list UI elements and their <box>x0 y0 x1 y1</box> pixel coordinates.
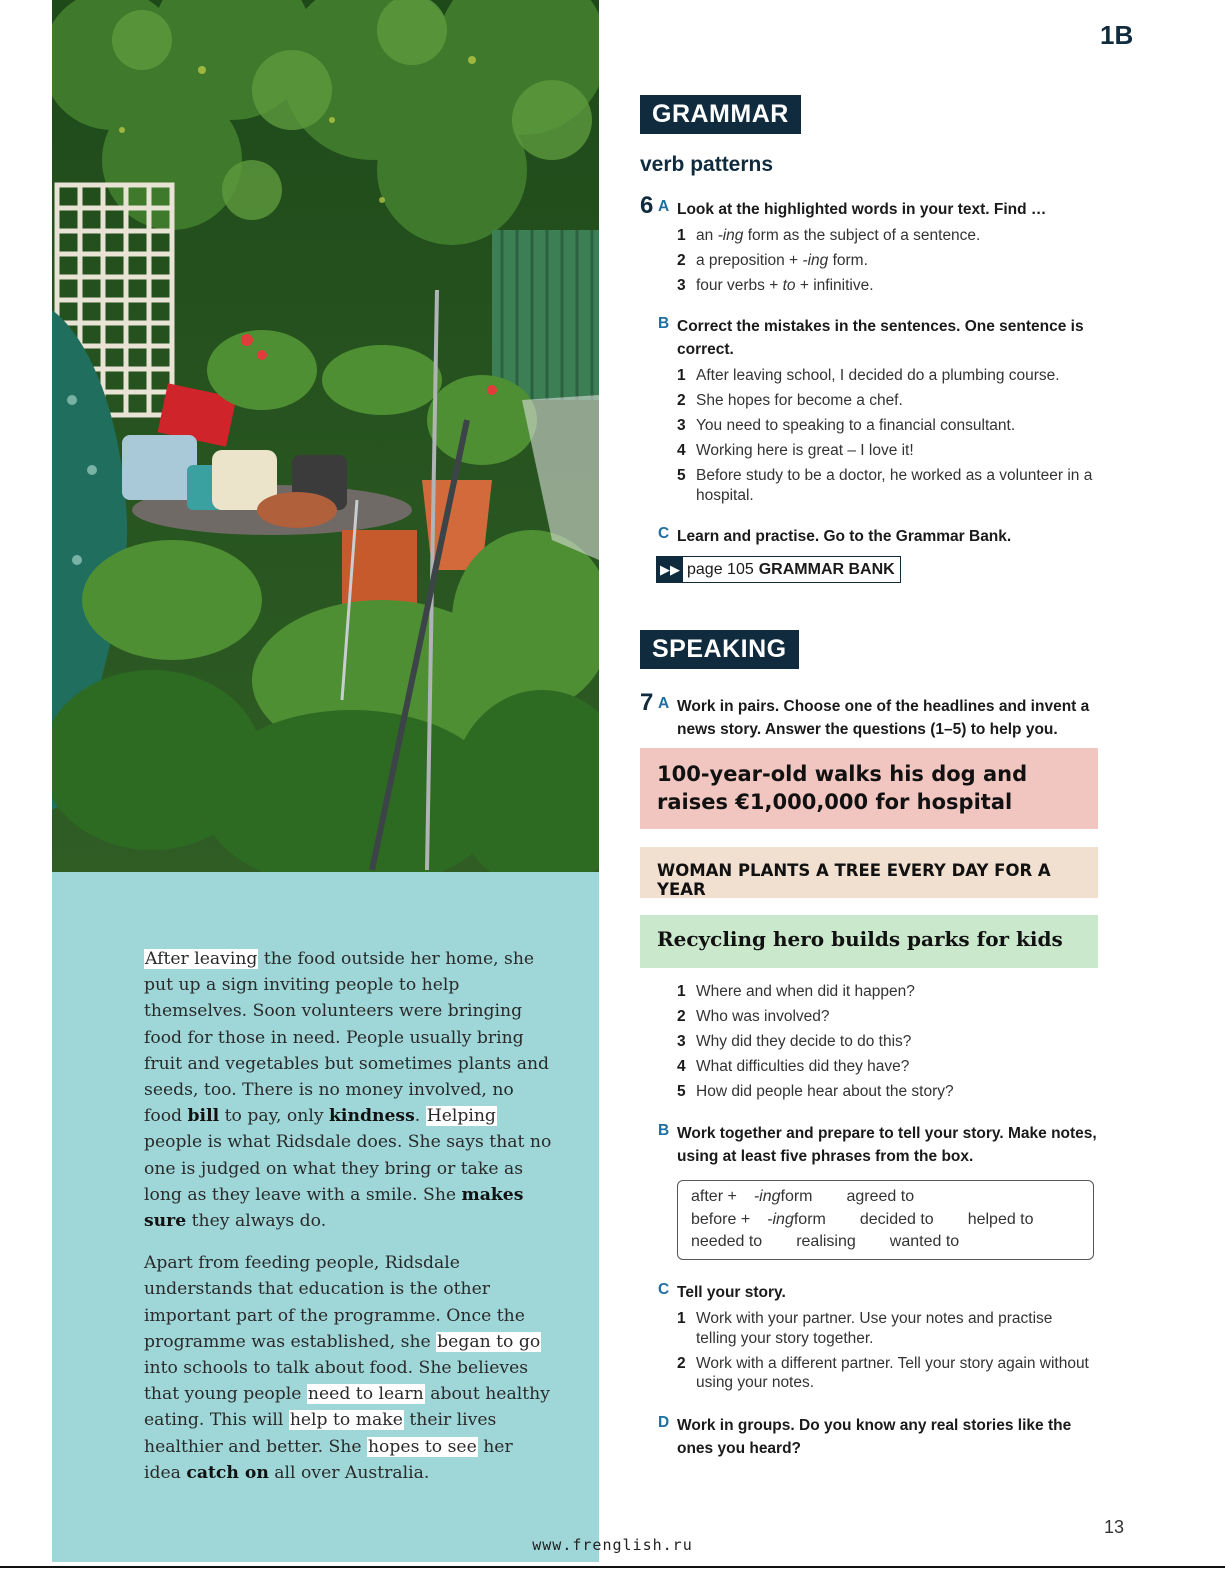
exercise-7c <box>640 1281 1110 1398</box>
text-run: after + <box>691 1188 737 1205</box>
list-item <box>677 466 1110 505</box>
item-text: Working here is great – I love it! <box>696 442 914 459</box>
highlighted-phrase: hopes to see <box>367 1436 477 1457</box>
list-item <box>677 1354 1097 1393</box>
text-run: form <box>780 1188 813 1205</box>
item-number: 1 <box>677 367 686 384</box>
exercise-instruction: Look at the highlighted words in your text. Find … <box>677 201 1047 218</box>
list-item <box>677 982 1110 1002</box>
item-text: What difficulties did they have? <box>696 1058 910 1075</box>
item-number: 2 <box>677 392 686 409</box>
item-text: Who was involved? <box>696 1008 830 1025</box>
item-text: Where and when did it happen? <box>696 983 915 1000</box>
exercise-instruction: Work together and prepare to tell your story. Make notes, using at least five phrases from the box. <box>677 1125 1097 1165</box>
item-text: After leaving school, I decided do a plumbing course. <box>696 367 1060 384</box>
phrase <box>968 1209 1051 1232</box>
exercise-instruction: Work in groups. Do you know any real stories like the ones you heard? <box>677 1417 1072 1457</box>
highlighted-phrase: Helping <box>426 1106 496 1127</box>
garden-photo-illustration <box>52 0 599 872</box>
text-run: into schools to talk about food. She believes that young people <box>144 1358 529 1405</box>
exercise-letter: D <box>658 1414 670 1431</box>
item-text: Work with your partner. Use your notes and practise telling your story together. <box>696 1310 1053 1347</box>
exercise-7d <box>640 1414 1110 1460</box>
italic-text: -ing <box>767 1210 794 1228</box>
list-item <box>677 366 1110 386</box>
exercise-letter: B <box>658 1122 670 1139</box>
list-item <box>677 276 1110 296</box>
exercise-6b-items <box>677 366 1110 505</box>
headline-card-1 <box>640 748 1098 829</box>
phrase <box>890 1231 976 1254</box>
item-number: 2 <box>677 252 686 269</box>
exercise-number-7: 7 <box>640 689 654 716</box>
list-item <box>677 226 1110 246</box>
headline-text: WOMAN PLANTS A TREE EVERY DAY FOR A YEAR <box>657 861 1051 899</box>
fast-forward-icon: ▶▶ <box>657 557 683 582</box>
item-number: 3 <box>677 277 686 294</box>
list-item <box>677 1057 1110 1077</box>
exercise-6c <box>640 525 1110 548</box>
item-number: 4 <box>677 1058 686 1075</box>
key-word: makes sure <box>144 1184 524 1232</box>
text-run: decided to <box>859 1210 934 1228</box>
text-run: . <box>414 1106 426 1127</box>
text-run: agreed to <box>846 1188 915 1205</box>
exercise-6b <box>640 315 1110 511</box>
italic-text: -ing <box>717 227 744 244</box>
item-number: 1 <box>677 227 686 244</box>
text-run: form. <box>828 252 868 269</box>
exercise-letter: C <box>658 525 670 542</box>
text-run: Apart from feeding people, Ridsdale understands that education is the other important part of the programme. Once the programme was established, she <box>144 1253 525 1352</box>
garden-photo <box>52 0 599 872</box>
key-word: kindness <box>329 1106 415 1127</box>
list-item <box>677 416 1110 436</box>
item-text: How did people hear about the story? <box>696 1083 954 1100</box>
highlighted-phrase: need to learn <box>307 1384 424 1405</box>
text-run: needed to <box>691 1233 763 1250</box>
phrase <box>847 1186 932 1209</box>
text-run: form <box>793 1210 826 1228</box>
text-run: the food outside her home, she put up a sign inviting people to help themselves. Soon volunteers were bringing food for those in need. People usually bring fruit and vegetables but sometimes plants and seeds, too. There is no money involved, no food <box>144 949 550 1127</box>
item-number: 4 <box>677 442 686 459</box>
article-panel <box>52 872 599 1562</box>
text-run: about healthy eating. This will <box>144 1384 550 1431</box>
phrase-box <box>677 1180 1094 1260</box>
headline-card-2 <box>640 847 1098 898</box>
italic-text: -ing <box>753 1188 781 1205</box>
exercise-7a-questions <box>640 977 1110 1107</box>
exercise-7a <box>640 689 1110 741</box>
item-text: She hopes for become a chef. <box>696 392 903 409</box>
text-run: an <box>696 227 718 244</box>
article-paragraph-2 <box>144 1250 554 1486</box>
grammar-heading: GRAMMAR <box>640 95 801 134</box>
exercise-instruction: Learn and practise. Go to the Grammar Bank. <box>677 528 1012 545</box>
text-run: a preposition + <box>696 252 803 269</box>
unit-label: 1B <box>1100 20 1134 50</box>
item-number: 3 <box>677 1033 686 1050</box>
list-item <box>677 1032 1110 1052</box>
highlighted-phrase: began to go <box>437 1331 541 1352</box>
exercise-letter: A <box>658 198 670 215</box>
italic-text: to <box>782 277 796 294</box>
exercise-letter: B <box>658 315 670 332</box>
list-item <box>677 1082 1110 1102</box>
item-number: 1 <box>677 1310 686 1327</box>
text-run: they always do. <box>186 1211 327 1232</box>
grammar-bank-page: page 105 <box>687 560 754 578</box>
grammar-bank-label: GRAMMAR BANK <box>758 560 895 578</box>
item-number: 2 <box>677 1008 686 1025</box>
key-word: catch on <box>186 1462 269 1483</box>
text-run: four verbs + <box>696 277 783 294</box>
text-run: their lives healthier and better. She <box>144 1410 497 1457</box>
item-number: 1 <box>677 983 686 1000</box>
headline-text: 100-year-old walks his dog and raises €1,000,000 for hospital <box>657 762 1028 814</box>
text-run: before + <box>691 1210 751 1228</box>
exercise-instruction: Tell your story. <box>677 1284 786 1301</box>
text-run: her idea <box>144 1436 513 1483</box>
phrase <box>796 1231 873 1254</box>
exercise-6a <box>640 192 1110 301</box>
headline-card-3 <box>640 915 1098 968</box>
list-item <box>677 1309 1097 1348</box>
item-number: 5 <box>677 467 686 484</box>
list-item <box>677 251 1110 271</box>
phrase <box>860 1209 951 1232</box>
bottom-rule <box>0 1566 1225 1568</box>
item-text: Why did they decide to do this? <box>696 1033 912 1050</box>
exercise-instruction: Correct the mistakes in the sentences. One sentence is correct. <box>677 318 1084 358</box>
highlighted-phrase: After leaving <box>145 949 258 969</box>
speaking-heading: SPEAKING <box>640 630 799 669</box>
text-run: all over Australia. <box>268 1462 430 1483</box>
phrase <box>691 1186 830 1209</box>
exercise-letter: C <box>658 1281 670 1298</box>
exercise-number-6: 6 <box>640 192 654 219</box>
page-number: 13 <box>1104 1517 1125 1537</box>
item-text: Before study to be a doctor, he worked as a volunteer in a hospital. <box>696 467 1093 504</box>
item-text: Work with a different partner. Tell your story again without using your notes. <box>696 1354 1089 1391</box>
text-run: helped to <box>967 1210 1034 1228</box>
list-item <box>677 391 1110 411</box>
highlighted-phrase: help to make <box>289 1410 403 1431</box>
footer-url: www.frenglish.ru <box>532 1536 693 1554</box>
list-item <box>677 441 1110 461</box>
italic-text: -ing <box>802 252 829 269</box>
text-run: form as the subject of a sentence. <box>743 227 981 244</box>
exercise-7c-items <box>677 1309 1097 1393</box>
phrase <box>691 1209 843 1232</box>
key-word: bill <box>187 1106 220 1127</box>
exercise-instruction: Work in pairs. Choose one of the headlines and invent a news story. Answer the questions (1–5) to help you. <box>677 698 1090 738</box>
question-list <box>677 982 1110 1102</box>
exercise-7b <box>640 1122 1110 1168</box>
item-text: You need to speaking to a financial consultant. <box>696 417 1016 434</box>
exercise-6a-items <box>677 226 1110 296</box>
text-run: realising <box>796 1233 856 1250</box>
article-paragraph-1 <box>144 946 554 1234</box>
headline-text: Recycling hero builds parks for kids <box>657 927 1063 951</box>
list-item <box>677 1007 1110 1027</box>
exercise-letter: A <box>658 695 670 712</box>
item-number: 2 <box>677 1354 686 1372</box>
item-number: 3 <box>677 417 686 434</box>
phrase <box>691 1231 779 1254</box>
text-run: + infinitive. <box>795 277 874 294</box>
item-number: 5 <box>677 1083 686 1100</box>
grammar-subtitle: verb patterns <box>640 153 774 176</box>
text-run: people is what Ridsdale does. She says that no one is judged on what they bring or take as long as they leave with a smile. She <box>144 1132 552 1205</box>
text-run: wanted to <box>889 1233 960 1250</box>
text-run: to pay, only <box>219 1106 330 1127</box>
grammar-bank-link[interactable] <box>656 556 901 583</box>
article-text <box>144 946 554 1502</box>
